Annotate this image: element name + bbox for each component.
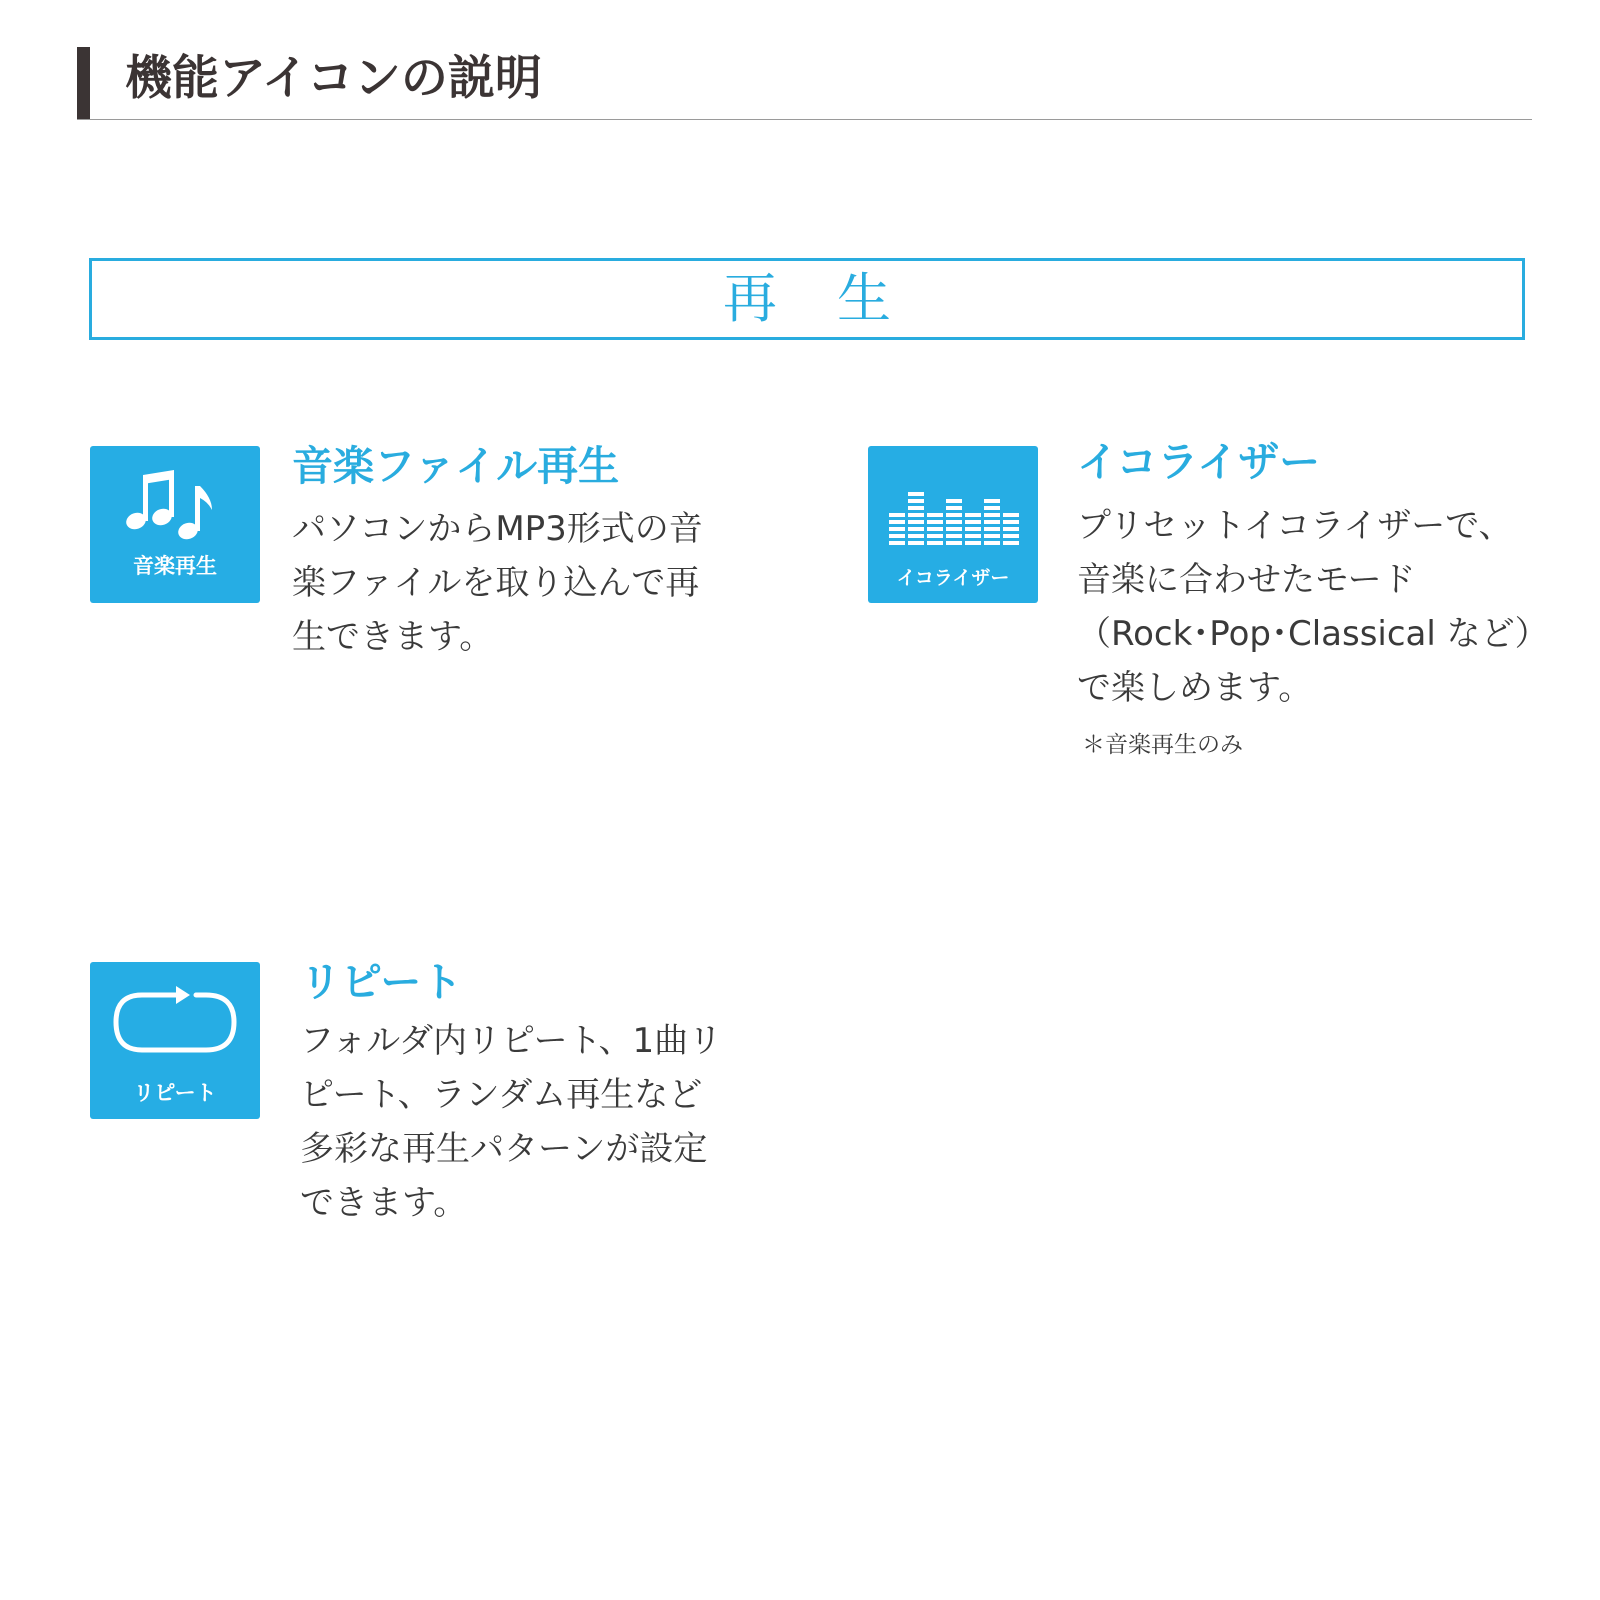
description-line: できます。 [300, 1183, 468, 1223]
equalizer-title: イコライザー [1077, 438, 1321, 486]
section-heading-box [89, 258, 1525, 340]
equalizer-icon-caption: イコライザー [896, 567, 1010, 589]
description-line: 音楽に合わせたモード [1077, 560, 1416, 600]
page-title: 機能アイコンの説明 [125, 51, 542, 106]
music-playback-title: 音楽ファイル再生 [292, 442, 620, 490]
section-title: 再生 [723, 267, 951, 330]
repeat-icon-tile [90, 962, 260, 1119]
description-line: パソコンからMP3形式の音 [292, 509, 703, 549]
description-line: で楽しめます。 [1077, 668, 1313, 708]
description-line: フォルダ内リピート、1曲リ [300, 1021, 723, 1061]
page-header [77, 47, 1532, 120]
description-line: （Rock･Pop･Classical など） [1077, 614, 1549, 654]
music-playback-description [292, 502, 703, 664]
equalizer-note: ＊音楽再生のみ [1082, 732, 1243, 758]
repeat-title: リピート [300, 958, 463, 1006]
description-line: 多彩な再生パターンが設定 [300, 1129, 708, 1169]
equalizer-icon-tile [868, 446, 1038, 603]
music-playback-icon-tile [90, 446, 260, 603]
description-line: 楽ファイルを取り込んで再 [292, 563, 700, 603]
description-line: ピート、ランダム再生など [300, 1075, 703, 1115]
equalizer-description [1077, 499, 1549, 715]
repeat-icon-caption: リピート [133, 1081, 217, 1105]
header-accent-bar [77, 47, 90, 119]
description-line: プリセットイコライザーで、 [1077, 506, 1513, 546]
repeat-description [300, 1014, 722, 1230]
music-playback-icon-caption: 音楽再生 [133, 554, 217, 578]
description-line: 生できます。 [292, 617, 494, 657]
